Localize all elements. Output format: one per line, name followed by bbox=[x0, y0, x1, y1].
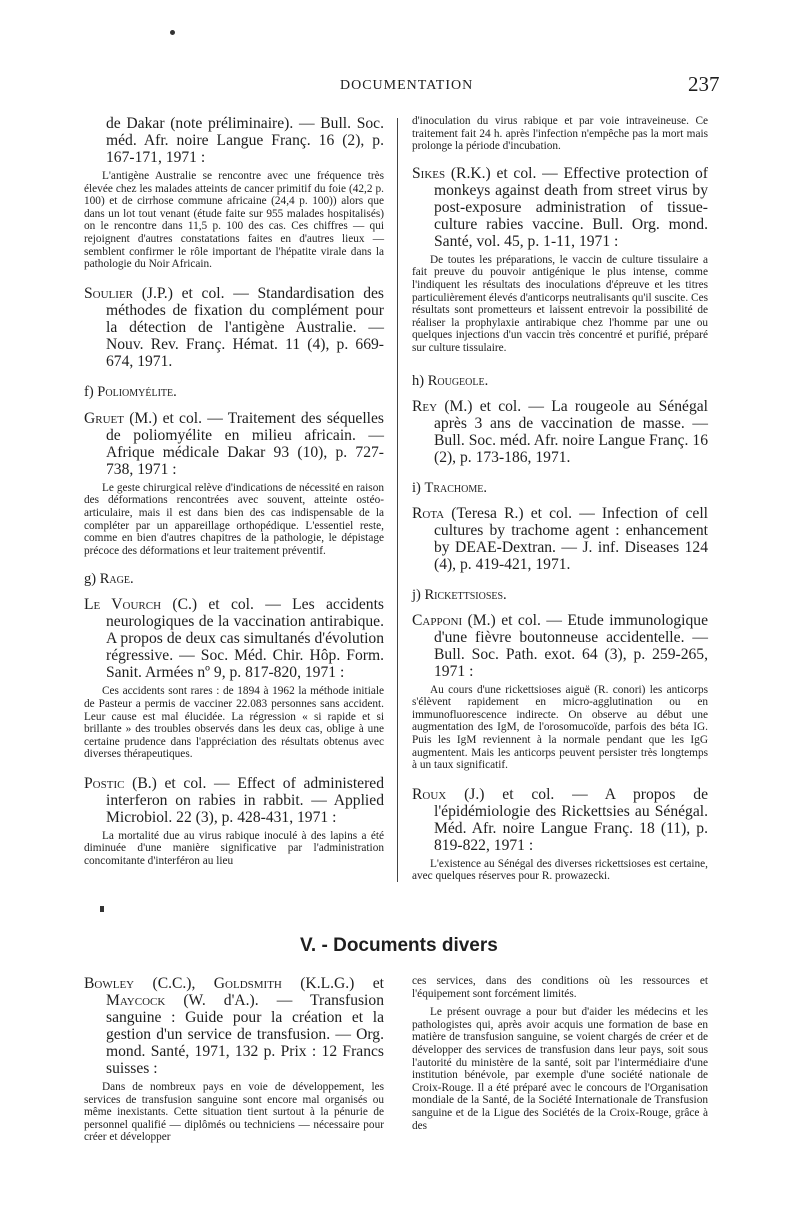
reference-text: (R.K.) et col. — Effective protection of monkeys against death from street virus by post-exposure administration of tissue-culture rabies vaccine. Bull. Org. mond. Santé, vol. 45, p. 1-11, 1971 : bbox=[434, 164, 708, 250]
section-heading-i bbox=[412, 480, 708, 497]
author-name: Sikes bbox=[412, 164, 446, 182]
reference-text: (J.P.) et col. — Standardisation des méthodes de fixation du complément pour la détection de l'antigène Australie. — Nouv. Rev. Franç. Hémat. 11 (4), p. 669-674, 1971. bbox=[106, 284, 384, 370]
author-name: Postic bbox=[84, 774, 125, 792]
left-column bbox=[84, 115, 384, 868]
reference-levourch bbox=[84, 596, 384, 681]
reference-rey bbox=[412, 398, 708, 466]
reference-text: (M.) et col. — Etude immunologique d'une fièvre boutonneuse accidentelle. — Bull. Soc. Path. exot. 64 (3), p. 259-265, 1971 : bbox=[434, 611, 708, 680]
reference-rota bbox=[412, 505, 708, 573]
author-name: Bowley bbox=[84, 975, 135, 992]
section-title: Rickettsioses. bbox=[424, 586, 507, 603]
section-letter: j) bbox=[412, 586, 421, 603]
reference-text: (W. d'A.). — Transfusion sanguine : Guide pour la création et la gestion d'un service de transfusion. — Org. mond. Santé, 1971, 132 p. Prix : 12 Francs suisses : bbox=[106, 992, 384, 1077]
reference-text: (M.) et col. — La rougeole au Sénégal après 3 ans de vaccination de masse. — Bull. Soc. méd. Afr. noire Langue Franç. 16 (2), p. 173-186, 1971. bbox=[434, 397, 708, 466]
reference-text: (Teresa R.) et col. — Infection of cell cultures by trachome agent : enhancement by DEAE-Dextran. — J. inf. Diseases 124 (4), p. 419-421, 1971. bbox=[434, 504, 708, 573]
section-letter: g) bbox=[84, 571, 97, 588]
section-v-heading: V. - Documents divers bbox=[300, 935, 498, 956]
section-title: Rougeole. bbox=[427, 372, 489, 389]
abstract-levourch: Ces accidents sont rares : de 1894 à 1962 la méthode initiale de Pasteur a permis de vacciner 22.083 personnes sans accident. Leur cause est mal élucidée. La régression « si rapide et si brillante » des troubles observés dans les deux cas, oblige à une certaine prudence dans l'appréciation des résultats obtenus avec diverses thérapeutiques. bbox=[84, 685, 384, 761]
right-column bbox=[412, 115, 708, 883]
reference-text: (M.) et col. — Traitement des séquelles de poliomyélite en milieu africain. — Afrique médicale Dakar 93 (10), p. 727-738, 1971 : bbox=[106, 409, 384, 478]
abstract-continuation: d'inoculation du virus rabique et par voie intraveineuse. Ce traitement fait 24 h. après l'infection n'empêche pas la mort mais prolonge la période d'incubation. bbox=[412, 115, 708, 153]
page-header bbox=[0, 72, 800, 100]
reference-gruet bbox=[84, 410, 384, 478]
author-name: Rota bbox=[412, 504, 445, 522]
reference-text: (C.) et col. — Les accidents neurologiques de la vaccination antirabique. A propos de deux cas simultanés d'évolution régressive. — Soc. Méd. Chir. Hôp. Form. Sanit. Armées nº 9, p. 817-820, 1971 : bbox=[106, 596, 384, 682]
author-name: Soulier bbox=[84, 284, 133, 302]
author-name: Gruet bbox=[84, 409, 124, 427]
bottom-right-column bbox=[412, 975, 708, 1132]
running-title: DOCUMENTATION bbox=[340, 78, 474, 93]
reference-soulier bbox=[84, 285, 384, 370]
column-divider bbox=[397, 118, 398, 882]
reference-continuation: de Dakar (note préliminaire). — Bull. Soc. méd. Afr. noire Langue Franç. 16 (2), p. 167-171, 1971 : bbox=[106, 115, 384, 166]
author-name: Rey bbox=[412, 397, 438, 415]
section-letter: f) bbox=[84, 383, 94, 400]
reference-sikes bbox=[412, 165, 708, 250]
abstract-bowley: Dans de nombreux pays en voie de développement, les services de transfusion sanguine sont encore mal organisés ou même inexistants. Cette situation tient surtout à la pénurie de personnel qualifié — diplômés ou techniciens — nécessaire pour créer et développer bbox=[84, 1081, 384, 1144]
section-heading-j bbox=[412, 587, 708, 604]
reference-text: (B.) et col. — Effect of administered interferon on rabies in rabbit. — Applied Microbiol. 22 (3), p. 428-431, 1971 : bbox=[106, 774, 384, 826]
reference-text: (C.C.), bbox=[134, 975, 214, 992]
section-heading-h bbox=[412, 373, 708, 390]
author-name: Goldsmith bbox=[213, 975, 282, 992]
abstract-postic: La mortalité due au virus rabique inoculé à des lapins a été diminuée d'une manière significative par l'administration concomitante d'interféron au lieu bbox=[84, 829, 384, 868]
author-name: Capponi bbox=[412, 611, 463, 629]
section-heading-f bbox=[84, 384, 384, 401]
section-title: Trachome. bbox=[424, 479, 487, 496]
abstract-paragraph: Le présent ouvrage a pour but d'aider les médecins et les pathologistes qui, après avoir acquis une formation de base en matière de transfusion sanguine, se voient chargés de créer et de développer des services de transfusion dans leur pays, soit sous l'autorité du ministère de la santé, soit par l'intermédiaire d'une institution bénévole, par exemple d'une société nationale de Croix-Rouge. Il a été préparé avec le concours de l'Organisation mondiale de la Santé, de la Société Internationale de Transfusion sanguine et de la Ligue des Sociétés de la Croix-Rouge, grâce à des bbox=[412, 1006, 708, 1132]
reference-text: (K.L.G.) et bbox=[281, 975, 384, 992]
author-name: Roux bbox=[412, 785, 447, 803]
abstract-gruet: Le geste chirurgical relève d'indications de nécessité en raison des déformations rencontrées avec souvent, atteinte ostéo-articulaire, mais il est dans bien des cas indispensable de la compléter par un appareillage orthopédique. L'essentiel reste, comme en bien d'autres chapitres de la pathologie, le dépistage précoce des déformations et leur traitement préventif. bbox=[84, 481, 384, 557]
section-letter: h) bbox=[412, 372, 425, 389]
author-name: Le Vourch bbox=[84, 596, 162, 614]
page-number: 237 bbox=[688, 72, 720, 96]
section-title: Rage. bbox=[99, 571, 134, 588]
abstract-continuation: ces services, dans des conditions où les ressources et l'équipement sont forcément limités. bbox=[412, 975, 708, 1000]
reference-bowley bbox=[84, 975, 384, 1077]
speck-mark bbox=[170, 30, 175, 35]
reference-roux bbox=[412, 786, 708, 854]
abstract-sikes: De toutes les préparations, le vaccin de culture tissulaire a fait preuve du pouvoir antigénique le plus intense, comme l'indiquent les résultats des inoculations d'épreuve et les titres particulièrement élevés d'anticorps neutralisants qu'il suscite. Ces résultats sont prometteurs et laissent entrevoir la possibilité de réaliser la prophylaxie antirabique chez l'homme par une ou quelques injections d'un vaccin très concentré et purifié, préparé sur culture tissulaire. bbox=[412, 253, 708, 354]
reference-postic bbox=[84, 775, 384, 826]
author-name: Maycock bbox=[106, 992, 166, 1009]
reference-text: (J.) et col. — A propos de l'épidémiologie des Rickettsies au Sénégal. Méd. Afr. noire Langue Franç. 18 (11), p. 819-822, 1971 : bbox=[434, 785, 708, 854]
section-title: Poliomyélite. bbox=[97, 383, 177, 400]
bottom-left-column bbox=[84, 975, 384, 1144]
section-letter: i) bbox=[412, 479, 421, 496]
abstract-australie: L'antigène Australie se rencontre avec une fréquence très élevée chez les malades atteints de cancer primitif du foie (42,2 p. 100) et de cirrhose commune africaine (24,4 p. 100)) alors que dans un lot tout venant (étude faite sur 955 malades hospitalisés) on le rencontre dans 11,5 p. 100 des cas. Ces chiffres — qui rejoignent d'autres constatations faites en d'autres lieux — semblent confirmer le rôle important de l'hépatite virale dans la pathologie du Noir Africain. bbox=[84, 170, 384, 271]
section-heading-g bbox=[84, 571, 384, 588]
reference-capponi bbox=[412, 612, 708, 680]
abstract-roux: L'existence au Sénégal des diverses rickettsioses est certaine, avec quelques réserves pour R. prowazecki. bbox=[412, 857, 708, 883]
abstract-capponi: Au cours d'une rickettsioses aiguë (R. conori) les anticorps s'élèvent rapidement en micro-agglutination ou en immunofluorescence indirecte. On observe au début une augmentation des IgM, de l'orosomucoïde, parfois des béta IG. Puis les IgM reviennent à la normale pendant que les IgG augmentent. Mais les anticorps peuvent persister très longtemps à un taux significatif. bbox=[412, 683, 708, 772]
speck-mark-lower bbox=[100, 906, 104, 912]
